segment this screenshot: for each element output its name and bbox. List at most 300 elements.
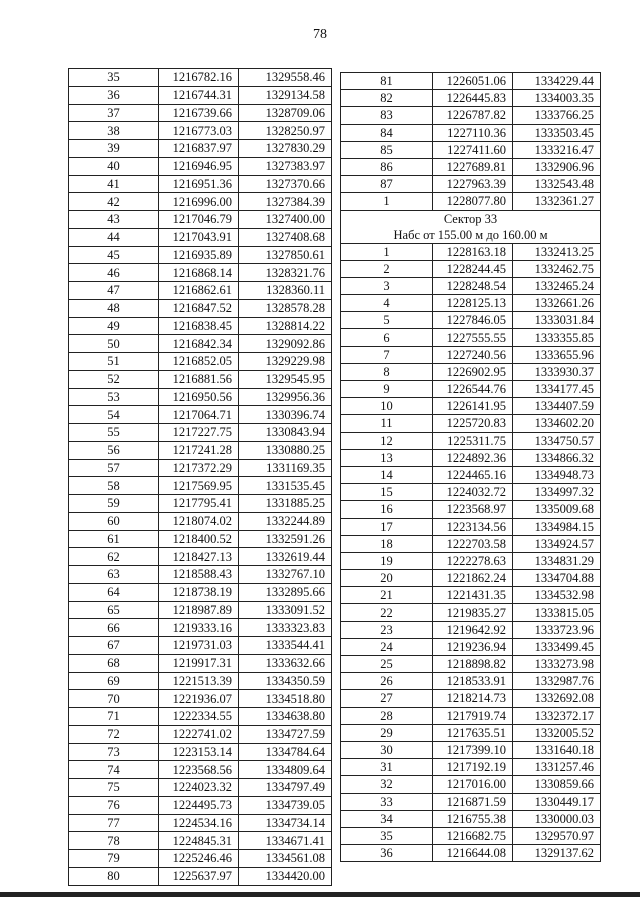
point-number: 42 [69, 193, 159, 211]
table-row [341, 759, 601, 776]
coord-x: 1221936.07 [159, 690, 239, 708]
coord-x: 1226787.82 [433, 107, 513, 124]
coord-x: 1227240.56 [433, 346, 513, 363]
coord-x: 1225637.97 [159, 867, 239, 885]
table-row [69, 708, 332, 726]
table-row [341, 707, 601, 724]
coord-x: 1222741.02 [159, 725, 239, 743]
coord-y: 1329134.58 [239, 86, 332, 104]
point-number: 28 [341, 707, 433, 724]
table-row [341, 552, 601, 569]
coord-y: 1332767.10 [239, 566, 332, 584]
table-row [69, 477, 332, 495]
point-number: 62 [69, 548, 159, 566]
point-number: 38 [69, 122, 159, 140]
coord-x: 1216862.61 [159, 282, 239, 300]
table-row [341, 124, 601, 141]
coord-y: 1334784.64 [239, 743, 332, 761]
coord-x: 1217795.41 [159, 495, 239, 513]
point-number: 25 [341, 656, 433, 673]
point-number: 35 [341, 827, 433, 844]
coord-y: 1328578.28 [239, 299, 332, 317]
point-number: 23 [341, 621, 433, 638]
coord-x: 1221431.35 [433, 587, 513, 604]
table-row [69, 424, 332, 442]
coord-x: 1228125.13 [433, 295, 513, 312]
coord-x: 1223568.56 [159, 761, 239, 779]
coord-x: 1224534.16 [159, 814, 239, 832]
point-number: 20 [341, 570, 433, 587]
coord-y: 1334797.49 [239, 779, 332, 797]
point-number: 73 [69, 743, 159, 761]
coord-y: 1332895.66 [239, 583, 332, 601]
point-number: 37 [69, 104, 159, 122]
coord-x: 1222334.55 [159, 708, 239, 726]
table-row [69, 690, 332, 708]
coord-y: 1332661.26 [513, 295, 601, 312]
coord-y: 1331885.25 [239, 495, 332, 513]
table-row [341, 415, 601, 432]
table-row [69, 228, 332, 246]
table-row [69, 601, 332, 619]
coord-y: 1333815.05 [513, 604, 601, 621]
point-number: 70 [69, 690, 159, 708]
coord-y: 1328321.76 [239, 264, 332, 282]
coord-x: 1222703.58 [433, 535, 513, 552]
coord-y: 1333930.37 [513, 363, 601, 380]
coord-x: 1216782.16 [159, 69, 239, 87]
coord-y: 1333544.41 [239, 637, 332, 655]
coord-x: 1217043.91 [159, 228, 239, 246]
table-row [341, 312, 601, 329]
coord-x: 1216644.08 [433, 845, 513, 862]
coord-x: 1216842.34 [159, 335, 239, 353]
coord-x: 1222278.63 [433, 552, 513, 569]
point-number: 46 [69, 264, 159, 282]
coord-x: 1217919.74 [433, 707, 513, 724]
table-row [69, 459, 332, 477]
table-row [341, 363, 601, 380]
coord-y: 1334809.64 [239, 761, 332, 779]
coord-y: 1328360.11 [239, 282, 332, 300]
table-row [341, 501, 601, 518]
table-row [69, 512, 332, 530]
coord-y: 1329092.86 [239, 335, 332, 353]
point-number: 51 [69, 353, 159, 371]
coord-x: 1226445.83 [433, 90, 513, 107]
coord-y: 1332619.44 [239, 548, 332, 566]
coord-y: 1329558.46 [239, 69, 332, 87]
coord-y: 1327830.29 [239, 140, 332, 158]
point-number: 54 [69, 406, 159, 424]
coord-x: 1218400.52 [159, 530, 239, 548]
coord-x: 1221862.24 [433, 570, 513, 587]
point-number: 72 [69, 725, 159, 743]
point-number: 68 [69, 654, 159, 672]
coord-y: 1332987.76 [513, 673, 601, 690]
table-row [69, 548, 332, 566]
table-row [69, 353, 332, 371]
table-row [341, 673, 601, 690]
table-row [69, 104, 332, 122]
coord-x: 1218533.91 [433, 673, 513, 690]
point-number: 26 [341, 673, 433, 690]
point-number: 24 [341, 638, 433, 655]
coord-x: 1227689.81 [433, 158, 513, 175]
point-number: 64 [69, 583, 159, 601]
coord-x: 1218427.13 [159, 548, 239, 566]
coord-y: 1334997.32 [513, 484, 601, 501]
coord-x: 1226051.06 [433, 73, 513, 90]
coord-y: 1333323.83 [239, 619, 332, 637]
point-number: 75 [69, 779, 159, 797]
table-row [341, 243, 601, 260]
point-number: 52 [69, 370, 159, 388]
table-row [69, 495, 332, 513]
point-number: 49 [69, 317, 159, 335]
point-number: 41 [69, 175, 159, 193]
coord-y: 1332005.52 [513, 724, 601, 741]
table-row [69, 672, 332, 690]
table-row [69, 637, 332, 655]
table-row [69, 140, 332, 158]
table-row [69, 743, 332, 761]
table-row [69, 193, 332, 211]
coord-y: 1332591.26 [239, 530, 332, 548]
table-row [69, 530, 332, 548]
table-row [341, 329, 601, 346]
coord-y: 1331535.45 [239, 477, 332, 495]
coord-y: 1334003.35 [513, 90, 601, 107]
point-number: 36 [341, 845, 433, 862]
table-row [341, 107, 601, 124]
coord-x: 1218074.02 [159, 512, 239, 530]
point-number: 43 [69, 211, 159, 229]
table-row [341, 827, 601, 844]
table-row [341, 381, 601, 398]
table-row [69, 122, 332, 140]
point-number: 9 [341, 381, 433, 398]
table-row [69, 370, 332, 388]
coord-x: 1216935.89 [159, 246, 239, 264]
point-number: 66 [69, 619, 159, 637]
coord-y: 1332465.24 [513, 277, 601, 294]
table-row [69, 761, 332, 779]
point-number: 55 [69, 424, 159, 442]
point-number: 83 [341, 107, 433, 124]
table-row [69, 583, 332, 601]
point-number: 67 [69, 637, 159, 655]
table-row [69, 441, 332, 459]
coord-y: 1334948.73 [513, 466, 601, 483]
point-number: 48 [69, 299, 159, 317]
coord-y: 1334350.59 [239, 672, 332, 690]
table-row [341, 176, 601, 193]
coord-x: 1219236.94 [433, 638, 513, 655]
table-row [341, 484, 601, 501]
coord-y: 1333499.45 [513, 638, 601, 655]
coord-y: 1328709.06 [239, 104, 332, 122]
coord-y: 1330880.25 [239, 441, 332, 459]
table-row [69, 619, 332, 637]
coord-x: 1227963.39 [433, 176, 513, 193]
coord-y: 1333766.25 [513, 107, 601, 124]
coord-x: 1226902.95 [433, 363, 513, 380]
coord-x: 1224892.36 [433, 449, 513, 466]
table-row [341, 776, 601, 793]
table-row [341, 432, 601, 449]
point-number: 61 [69, 530, 159, 548]
coord-x: 1223134.56 [433, 518, 513, 535]
coord-x: 1218987.89 [159, 601, 239, 619]
coord-y: 1335009.68 [513, 501, 601, 518]
coord-y: 1334734.14 [239, 814, 332, 832]
coord-x: 1217016.00 [433, 776, 513, 793]
point-number: 12 [341, 432, 433, 449]
table-row [69, 779, 332, 797]
table-row [341, 793, 601, 810]
point-number: 79 [69, 850, 159, 868]
table-row [69, 335, 332, 353]
table-row [341, 621, 601, 638]
point-number: 59 [69, 495, 159, 513]
point-number: 22 [341, 604, 433, 621]
point-number: 35 [69, 69, 159, 87]
coord-x: 1216881.56 [159, 370, 239, 388]
point-number: 4 [341, 295, 433, 312]
point-number: 77 [69, 814, 159, 832]
table-row [69, 832, 332, 850]
point-number: 31 [341, 759, 433, 776]
section-title-row [341, 210, 601, 227]
point-number: 40 [69, 157, 159, 175]
point-number: 3 [341, 277, 433, 294]
coord-x: 1216837.97 [159, 140, 239, 158]
point-number: 30 [341, 741, 433, 758]
coord-x: 1216852.05 [159, 353, 239, 371]
table-row [341, 277, 601, 294]
coord-x: 1224495.73 [159, 796, 239, 814]
coord-x: 1218588.43 [159, 566, 239, 584]
point-number: 11 [341, 415, 433, 432]
table-row [341, 518, 601, 535]
coord-x: 1226141.95 [433, 398, 513, 415]
point-number: 82 [341, 90, 433, 107]
point-number: 85 [341, 141, 433, 158]
point-number: 69 [69, 672, 159, 690]
coord-x: 1216868.14 [159, 264, 239, 282]
coord-y: 1327850.61 [239, 246, 332, 264]
coord-x: 1216773.03 [159, 122, 239, 140]
coord-x: 1216996.00 [159, 193, 239, 211]
table-row [69, 725, 332, 743]
coord-y: 1331169.35 [239, 459, 332, 477]
coord-x: 1218214.73 [433, 690, 513, 707]
coord-y: 1328814.22 [239, 317, 332, 335]
point-number: 19 [341, 552, 433, 569]
coord-y: 1332906.96 [513, 158, 601, 175]
table-row [341, 90, 601, 107]
coord-x: 1225720.83 [433, 415, 513, 432]
table-row [341, 158, 601, 175]
point-number: 84 [341, 124, 433, 141]
table-row [69, 317, 332, 335]
coord-y: 1333355.85 [513, 329, 601, 346]
section-subtitle-row [341, 227, 601, 244]
point-number: 57 [69, 459, 159, 477]
coord-y: 1331640.18 [513, 741, 601, 758]
coord-y: 1332372.17 [513, 707, 601, 724]
coord-x: 1217046.79 [159, 211, 239, 229]
coord-y: 1327400.00 [239, 211, 332, 229]
point-number: 1 [341, 193, 433, 210]
coord-x: 1218898.82 [433, 656, 513, 673]
page-number: 78 [313, 27, 327, 42]
coord-y: 1334727.59 [239, 725, 332, 743]
table-row [69, 69, 332, 87]
table-row [341, 398, 601, 415]
table-row [69, 814, 332, 832]
coord-y: 1333503.45 [513, 124, 601, 141]
coord-x: 1216950.56 [159, 388, 239, 406]
coord-x: 1216739.66 [159, 104, 239, 122]
coord-y: 1334831.29 [513, 552, 601, 569]
coord-y: 1330859.66 [513, 776, 601, 793]
point-number: 13 [341, 449, 433, 466]
coord-x: 1217635.51 [433, 724, 513, 741]
table-row [341, 346, 601, 363]
point-number: 33 [341, 793, 433, 810]
coord-y: 1333632.66 [239, 654, 332, 672]
section-subtitle: Набс от 155.00 м до 160.00 м [341, 227, 601, 244]
coord-x: 1227555.55 [433, 329, 513, 346]
table-row [69, 850, 332, 868]
point-number: 78 [69, 832, 159, 850]
coord-x: 1216951.36 [159, 175, 239, 193]
coord-y: 1327384.39 [239, 193, 332, 211]
coord-y: 1332462.75 [513, 260, 601, 277]
coord-y: 1330000.03 [513, 810, 601, 827]
coord-x: 1218738.19 [159, 583, 239, 601]
coord-x: 1217372.29 [159, 459, 239, 477]
coord-y: 1334532.98 [513, 587, 601, 604]
table-row [341, 638, 601, 655]
table-row [341, 604, 601, 621]
table-row [341, 845, 601, 862]
coord-x: 1227846.05 [433, 312, 513, 329]
point-number: 39 [69, 140, 159, 158]
table-row [341, 193, 601, 210]
coord-y: 1332413.25 [513, 243, 601, 260]
coord-x: 1217064.71 [159, 406, 239, 424]
point-number: 36 [69, 86, 159, 104]
point-number: 17 [341, 518, 433, 535]
table-row [341, 449, 601, 466]
table-row [341, 724, 601, 741]
coord-y: 1329570.97 [513, 827, 601, 844]
coord-x: 1228163.18 [433, 243, 513, 260]
point-number: 2 [341, 260, 433, 277]
coord-x: 1228077.80 [433, 193, 513, 210]
point-number: 50 [69, 335, 159, 353]
coord-x: 1216755.38 [433, 810, 513, 827]
coord-y: 1330843.94 [239, 424, 332, 442]
coord-x: 1217241.28 [159, 441, 239, 459]
coord-y: 1334739.05 [239, 796, 332, 814]
table-row [69, 654, 332, 672]
point-number: 6 [341, 329, 433, 346]
coord-y: 1328250.97 [239, 122, 332, 140]
coord-y: 1334984.15 [513, 518, 601, 535]
table-row [341, 741, 601, 758]
coord-y: 1334704.88 [513, 570, 601, 587]
point-number: 86 [341, 158, 433, 175]
point-number: 27 [341, 690, 433, 707]
point-number: 14 [341, 466, 433, 483]
coord-x: 1221513.39 [159, 672, 239, 690]
coord-x: 1217569.95 [159, 477, 239, 495]
coord-y: 1329956.36 [239, 388, 332, 406]
section-title: Сектор 33 [341, 210, 601, 227]
point-number: 71 [69, 708, 159, 726]
coord-y: 1333091.52 [239, 601, 332, 619]
table-row [341, 656, 601, 673]
coord-x: 1217399.10 [433, 741, 513, 758]
table-row [69, 282, 332, 300]
coord-y: 1334177.45 [513, 381, 601, 398]
point-number: 44 [69, 228, 159, 246]
coord-y: 1334518.80 [239, 690, 332, 708]
point-number: 58 [69, 477, 159, 495]
table-row [341, 535, 601, 552]
coord-x: 1228248.54 [433, 277, 513, 294]
coord-y: 1331257.46 [513, 759, 601, 776]
coord-y: 1329137.62 [513, 845, 601, 862]
table-row [69, 796, 332, 814]
coord-y: 1327383.97 [239, 157, 332, 175]
coord-x: 1216838.45 [159, 317, 239, 335]
coord-y: 1332244.89 [239, 512, 332, 530]
table-row [341, 810, 601, 827]
point-number: 34 [341, 810, 433, 827]
point-number: 32 [341, 776, 433, 793]
coordinates-table-left [68, 68, 332, 886]
table-row [69, 157, 332, 175]
coord-x: 1216847.52 [159, 299, 239, 317]
coord-x: 1216946.95 [159, 157, 239, 175]
point-number: 10 [341, 398, 433, 415]
coord-x: 1219642.92 [433, 621, 513, 638]
coord-x: 1217227.75 [159, 424, 239, 442]
table-row [69, 388, 332, 406]
table-row [69, 406, 332, 424]
coord-x: 1225246.46 [159, 850, 239, 868]
table-row [341, 295, 601, 312]
coord-y: 1333216.47 [513, 141, 601, 158]
table-row [341, 260, 601, 277]
point-number: 87 [341, 176, 433, 193]
coord-x: 1219917.31 [159, 654, 239, 672]
coord-x: 1226544.76 [433, 381, 513, 398]
table-row [341, 587, 601, 604]
coord-y: 1330449.17 [513, 793, 601, 810]
table-row [341, 466, 601, 483]
coord-y: 1333655.96 [513, 346, 601, 363]
coord-y: 1329229.98 [239, 353, 332, 371]
table-row [69, 211, 332, 229]
coord-y: 1334420.00 [239, 867, 332, 885]
coord-y: 1332543.48 [513, 176, 601, 193]
